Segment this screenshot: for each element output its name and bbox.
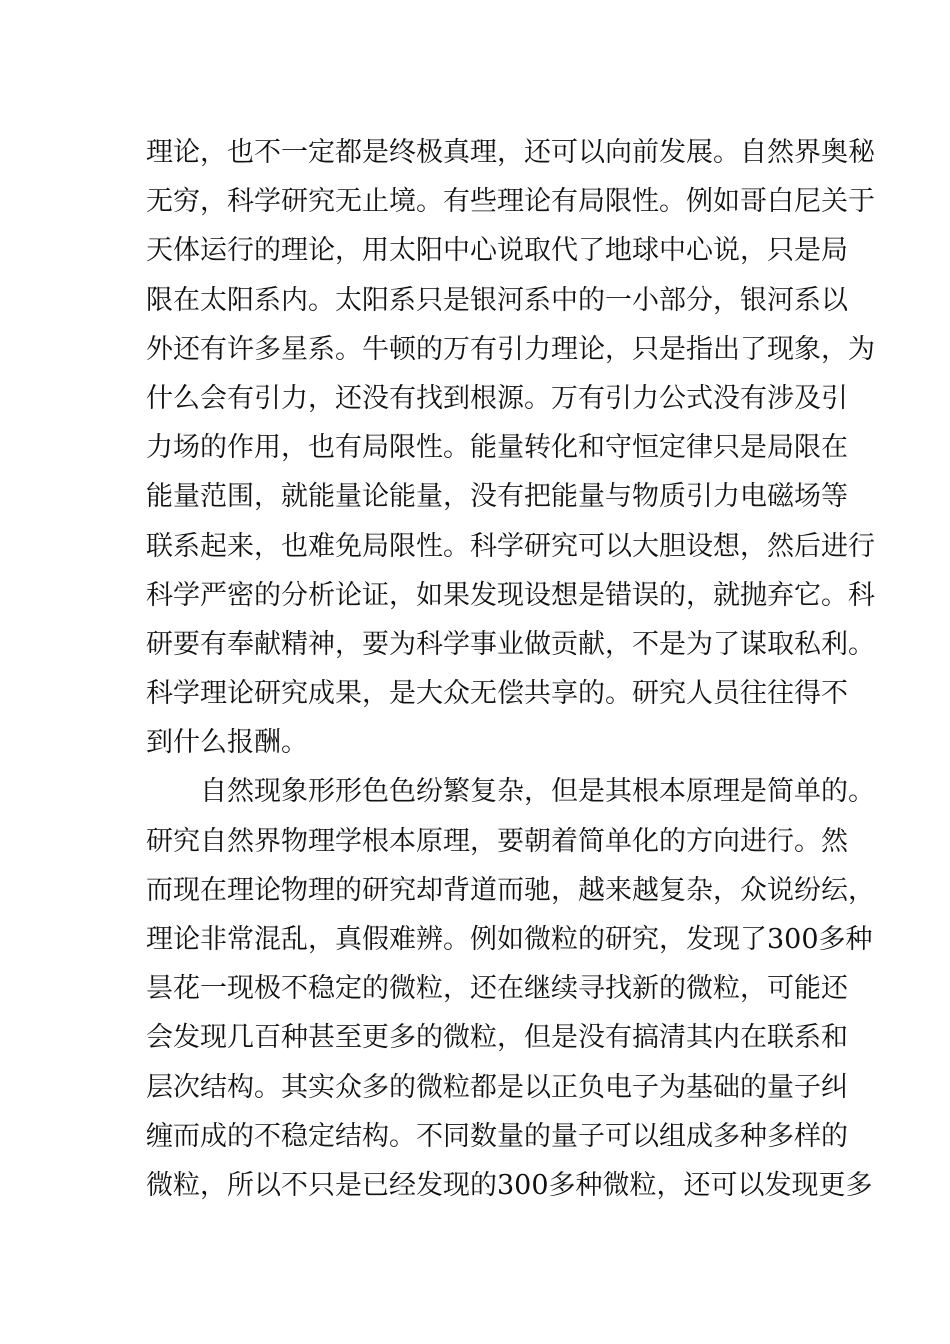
text-line: 无穷，科学研究无止境。有些理论有局限性。例如哥白尼关于 — [146, 186, 875, 218]
text-line: 会发现几百种甚至更多的微粒，但是没有搞清其内在联系和 — [146, 1022, 848, 1054]
text-line: 研究自然界物理学根本原理，要朝着简单化的方向进行。然 — [146, 825, 848, 857]
text-line: 什么会有引力，还没有找到根源。万有引力公式没有涉及引 — [146, 382, 848, 414]
body-text — [146, 128, 875, 1210]
text-line: 科学理论研究成果，是大众无偿共享的。研究人员往往得不 — [146, 678, 848, 710]
text-line: 理论非常混乱，真假难辨。例如微粒的研究，发现了300多种 — [146, 924, 873, 955]
text-line: 理论，也不一定都是终极真理，还可以向前发展。自然界奥秘 — [146, 137, 875, 168]
text-line: 研要有奉献精神，要为科学事业做贡献，不是为了谋取私利。 — [146, 628, 875, 660]
text-line: 自然现象形形色色纷繁复杂，但是其根本原理是简单的。 — [200, 776, 875, 808]
text-line: 外还有许多星系。牛顿的万有引力理论，只是指出了现象，为 — [146, 333, 875, 365]
text-line: 微粒，所以不只是已经发现的300多种微粒，还可以发现更多 — [146, 1169, 873, 1201]
text-line: 联系起来，也难免局限性。科学研究可以大胆设想，然后进行 — [146, 530, 875, 562]
text-line: 层次结构。其实众多的微粒都是以正负电子为基础的量子纠 — [146, 1071, 848, 1103]
text-line: 昙花一现极不稳定的微粒，还在继续寻找新的微粒，可能还 — [146, 973, 848, 1005]
text-line: 科学严密的分析论证，如果发现设想是错误的，就抛弃它。科 — [146, 579, 875, 611]
text-line: 天体运行的理论，用太阳中心说取代了地球中心说，只是局 — [146, 235, 848, 267]
text-line: 到什么报酬。 — [146, 727, 308, 759]
paragraph-2 — [146, 767, 875, 1210]
text-line: 而现在理论物理的研究却背道而驰，越来越复杂，众说纷纭， — [146, 874, 875, 906]
text-line: 缠而成的不稳定结构。不同数量的量子可以组成多种多样的 — [146, 1120, 848, 1152]
text-line: 力场的作用，也有局限性。能量转化和守恒定律只是局限在 — [146, 432, 848, 464]
text-line: 能量范围，就能量论能量，没有把能量与物质引力电磁场等 — [146, 481, 848, 513]
paragraph-1 — [146, 128, 875, 767]
text-line: 限在太阳系内。太阳系只是银河系中的一小部分，银河系以 — [146, 284, 848, 316]
